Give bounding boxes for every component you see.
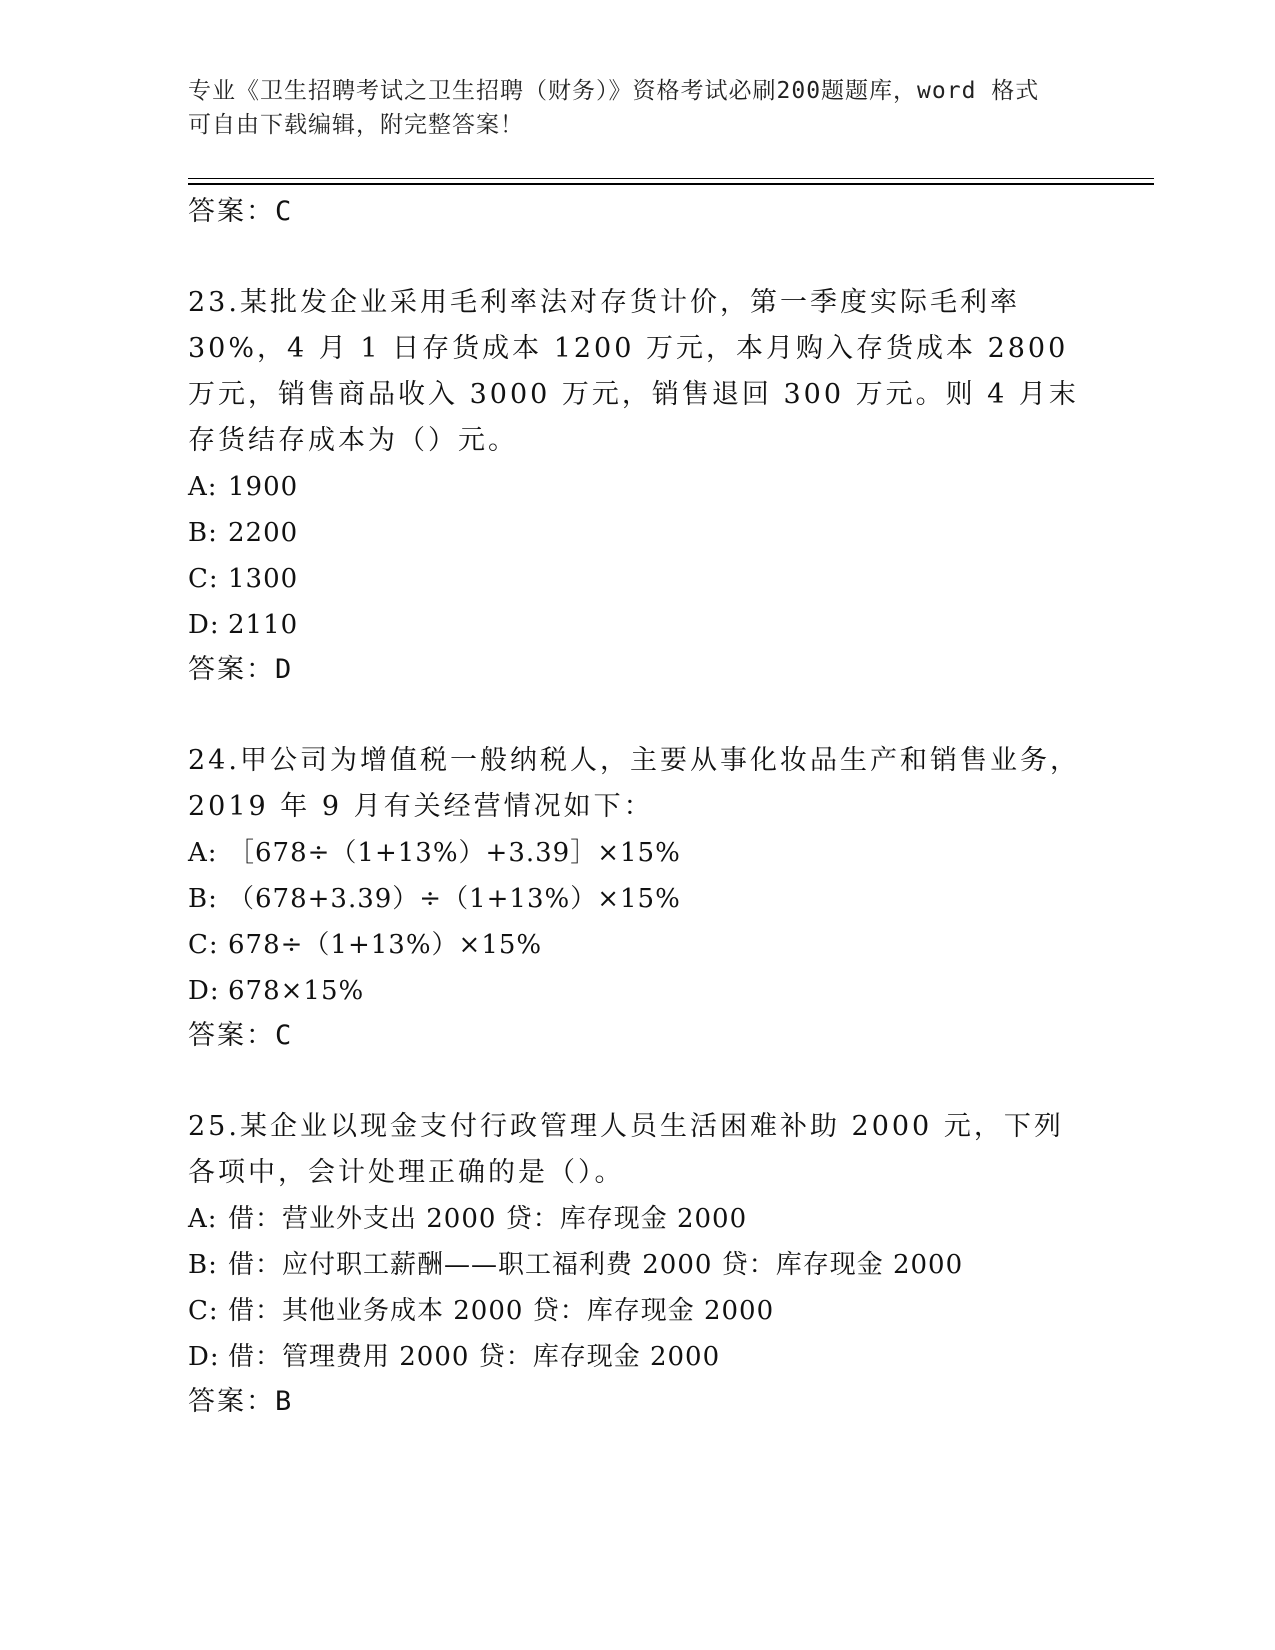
answer-line: 答案：D xyxy=(188,654,294,685)
option-letter: C: xyxy=(188,564,219,594)
option-letter: B: xyxy=(188,884,218,914)
question-23 xyxy=(188,280,1088,692)
option-b xyxy=(188,510,1088,556)
previous-question-answer: 答案：C xyxy=(188,196,294,227)
option-text: 2110 xyxy=(228,610,299,640)
page-header xyxy=(188,74,1088,142)
option-letter: D: xyxy=(188,1342,220,1372)
option-letter: D: xyxy=(188,976,220,1006)
option-text: ［678÷（1+13%）+3.39］×15% xyxy=(228,838,681,868)
question-list xyxy=(188,190,1088,1424)
option-a xyxy=(188,830,1088,876)
header-title-line-1: 专业《卫生招聘考试之卫生招聘（财务）》资格考试必刷200题题库，word 格式 xyxy=(188,78,1040,104)
question-stem: 23.某批发企业采用毛利率法对存货计价，第一季度实际毛利率 30%，4 月 1 日存货成本 1200 万元，本月购入存货成本 2800 万元，销售商品收入 3000 万元，销售退回 300 万元。则 4 月末存货结存成本为（）元。 xyxy=(188,287,1079,456)
option-d xyxy=(188,968,1088,1014)
question-stem: 24.甲公司为增值税一般纳税人，主要从事化妆品生产和销售业务，2019 年 9 月有关经营情况如下： xyxy=(188,745,1080,822)
option-letter: A: xyxy=(188,838,218,868)
option-letter: A: xyxy=(188,472,218,502)
question-stem: 25.某企业以现金支付行政管理人员生活困难补助 2000 元，下列各项中，会计处理正确的是（）。 xyxy=(188,1111,1064,1188)
option-text: 借：营业外支出 2000 贷：库存现金 2000 xyxy=(228,1204,748,1234)
option-text: 678×15% xyxy=(228,976,365,1006)
option-text: （678+3.39）÷（1+13%）×15% xyxy=(228,884,681,914)
option-text: 借：其他业务成本 2000 贷：库存现金 2000 xyxy=(228,1296,775,1326)
option-letter: C: xyxy=(188,930,219,960)
option-c xyxy=(188,556,1088,602)
question-24 xyxy=(188,738,1088,1058)
option-c xyxy=(188,922,1088,968)
option-text: 借：应付职工薪酬——职工福利费 2000 贷：库存现金 2000 xyxy=(228,1250,964,1280)
option-letter: C: xyxy=(188,1296,219,1326)
option-a xyxy=(188,464,1088,510)
option-a xyxy=(188,1196,1088,1242)
option-d xyxy=(188,602,1088,648)
option-letter: B: xyxy=(188,1250,218,1280)
header-divider-thin xyxy=(188,178,1154,179)
option-letter: A: xyxy=(188,1204,218,1234)
question-25 xyxy=(188,1104,1088,1424)
option-d xyxy=(188,1334,1088,1380)
header-title-line-2: 可自由下载编辑，附完整答案！ xyxy=(188,112,524,138)
option-b xyxy=(188,1242,1088,1288)
answer-line: 答案：B xyxy=(188,1386,294,1417)
header-divider-thick xyxy=(188,183,1154,185)
option-text: 借：管理费用 2000 贷：库存现金 2000 xyxy=(228,1342,721,1372)
answer-line: 答案：C xyxy=(188,1020,294,1051)
option-b xyxy=(188,876,1088,922)
option-text: 1900 xyxy=(228,472,299,502)
option-text: 1300 xyxy=(228,564,299,594)
option-letter: D: xyxy=(188,610,220,640)
option-text: 2200 xyxy=(228,518,299,548)
option-c xyxy=(188,1288,1088,1334)
option-letter: B: xyxy=(188,518,218,548)
option-text: 678÷（1+13%）×15% xyxy=(228,930,543,960)
